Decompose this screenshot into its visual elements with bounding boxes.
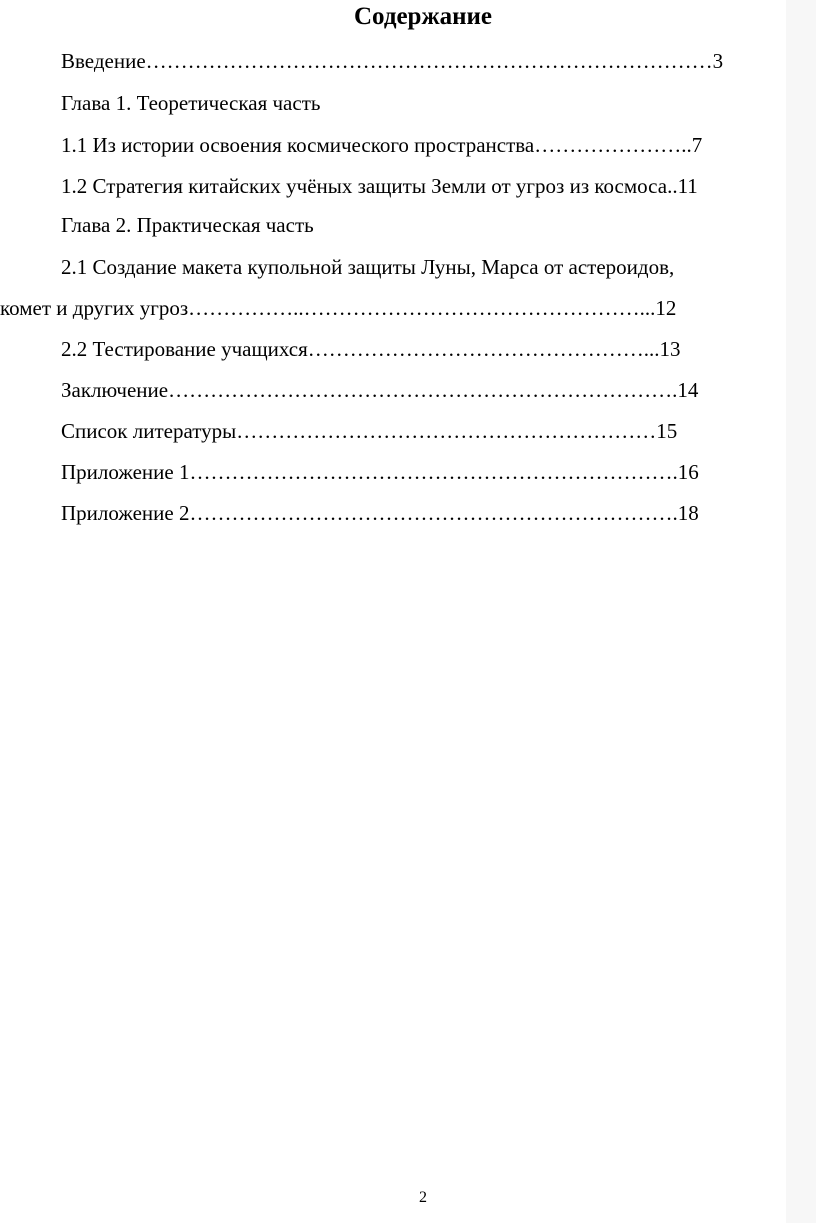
toc-entry-section-2-1-continued: комет и других угроз……………..…………………………………………...12 — [0, 296, 677, 320]
toc-entry-chapter-2: Глава 2. Практическая часть — [61, 213, 314, 237]
toc-entry-bibliography: Список литературы……………………………………………………15 — [61, 419, 678, 443]
toc-entry-chapter-1: Глава 1. Теоретическая часть — [61, 91, 321, 115]
page-title: Содержание — [353, 3, 492, 30]
toc-entry-conclusion: Заключение……………………………………………………………….14 — [61, 378, 699, 402]
page-margin-strip — [786, 0, 816, 1223]
page-number: 2 — [419, 1189, 427, 1206]
toc-entry-appendix-2: Приложение 2…………………………………………………………….18 — [61, 501, 699, 525]
toc-entry-appendix-1: Приложение 1…………………………………………………………….16 — [61, 460, 699, 484]
toc-entry-section-2-2: 2.2 Тестирование учащихся…………………………………………...13 — [61, 337, 681, 361]
toc-entry-section-1-2: 1.2 Стратегия китайских учёных защиты Земли от угроз из космоса..11 — [61, 174, 698, 198]
toc-entry-section-1-1: 1.1 Из истории освоения космического пространства…………………..7 — [61, 133, 703, 157]
toc-entry-introduction: Введение………………………………………………………………………3 — [61, 49, 724, 73]
toc-entry-section-2-1: 2.1 Создание макета купольной защиты Луны, Марса от астероидов, — [61, 255, 675, 279]
